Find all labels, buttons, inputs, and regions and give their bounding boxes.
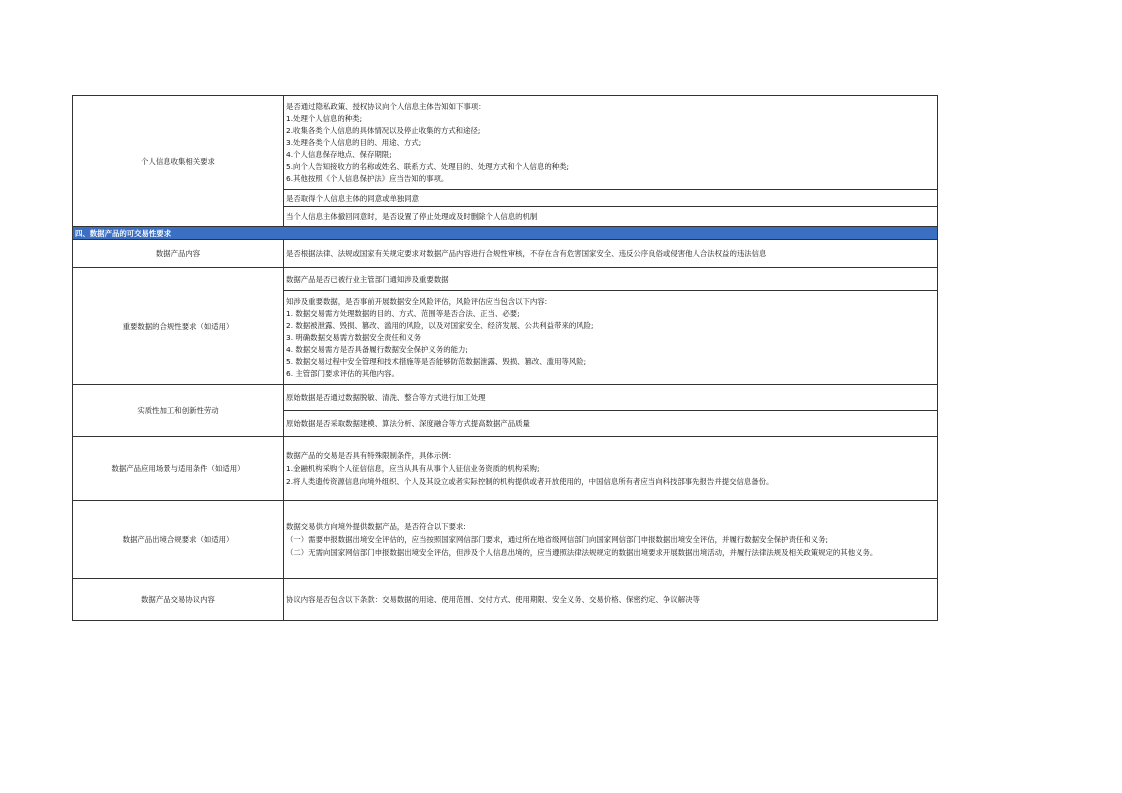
table-row <box>73 501 938 579</box>
requirement-cell: 原始数据是否通过数据脱敏、清洗、整合等方式进行加工处理 <box>284 385 938 411</box>
requirement-cell: 数据产品是否已被行业主管部门通知涉及重要数据 <box>284 268 938 291</box>
row-label: 数据产品内容 <box>73 240 284 268</box>
table-row <box>73 385 938 411</box>
row-label: 实质性加工和创新性劳动 <box>73 385 284 437</box>
row-label: 重要数据的合规性要求（如适用） <box>73 268 284 385</box>
row-label: 数据产品出境合规要求（如适用） <box>73 501 284 579</box>
row-label: 数据产品应用场景与适用条件（如适用） <box>73 437 284 501</box>
requirement-cell: 是否根据法律、法规或国家有关规定要求对数据产品内容进行合规性审核，不存在含有危害国家安全、违反公序良俗或侵害他人合法权益的违法信息 <box>284 240 938 268</box>
requirement-cell: 知涉及重要数据，是否事前开展数据安全风险评估，风险评估应当包含以下内容: 1. 数据交易需方处理数据的目的、方式、范围等是否合法、正当、必要; 2. 数据被泄露、毁损、篡改、滥用的风险，以及对国家安全、经济发展、公共利益带来的风险; 3. 明确数据交易需方数据安全责任和义务 4. 数据交易需方是否具备履行数据安全保护义务的能力; 5. 数据交易过程中安全管理和技术措施等是否能够防范数据泄露、毁损、篡改、滥用等风险; 6. 主管部门要求评估的其他内容。 <box>284 291 938 385</box>
requirement-cell: 是否通过隐私政策、授权协议向个人信息主体告知如下事项： 1.处理个人信息的种类; 2.收集各类个人信息的具体情况以及停止收集的方式和途径; 3.处理各类个人信息的目的、用途、方式; 4.个人信息保存地点、保存期限; 5.向个人告知接收方的名称或姓名、联系方式、处理目的、处理方式和个人信息的种类; 6.其他按照《个人信息保护法》应当告知的事项。 <box>284 96 938 190</box>
row-label: 数据产品交易协议内容 <box>73 579 284 621</box>
table-row <box>73 437 938 501</box>
requirement-cell: 原始数据是否采取数据建模、算法分析、深度融合等方式提高数据产品质量 <box>284 411 938 437</box>
requirement-cell: 数据交易供方向境外提供数据产品，是否符合以下要求: （一）需要申报数据出境安全评估的，应当按照国家网信部门要求，通过所在地省级网信部门向国家网信部门申报数据出境安全评估，并履行数据安全保护责任和义务; （二）无需向国家网信部门申报数据出境安全评估，但涉及个人信息出境的，应当遵照法律法规规定的数据出境要求开展数据出境活动，并履行法律法规及相关政策规定的其他义务。 <box>284 501 938 579</box>
table-row <box>73 579 938 621</box>
requirement-cell: 是否取得个人信息主体的同意或单独同意 <box>284 190 938 207</box>
requirement-cell: 当个人信息主体撤回同意时，是否设置了停止处理或及时删除个人信息的机制 <box>284 207 938 227</box>
requirement-cell: 协议内容是否包含以下条款：交易数据的用途、使用范围、交付方式、使用期限、安全义务、交易价格、保密约定、争议解决等 <box>284 579 938 621</box>
table-row <box>73 240 938 268</box>
section-header-row <box>73 227 938 240</box>
table-row <box>73 268 938 291</box>
row-label: 个人信息收集相关要求 <box>73 96 284 227</box>
requirement-cell: 数据产品的交易是否具有特殊限制条件，具体示例: 1.金融机构采购个人征信信息，应当从具有从事个人征信业务资质的机构采购; 2.将人类遗传资源信息向境外组织、个人及其设立或者实际控制的机构提供或者开放使用的，中国信息所有者应当向科技部事先报告并提交信息备份。 <box>284 437 938 501</box>
requirements-table <box>72 95 938 621</box>
section-header: 四、数据产品的可交易性要求 <box>73 227 938 240</box>
table-row <box>73 96 938 190</box>
